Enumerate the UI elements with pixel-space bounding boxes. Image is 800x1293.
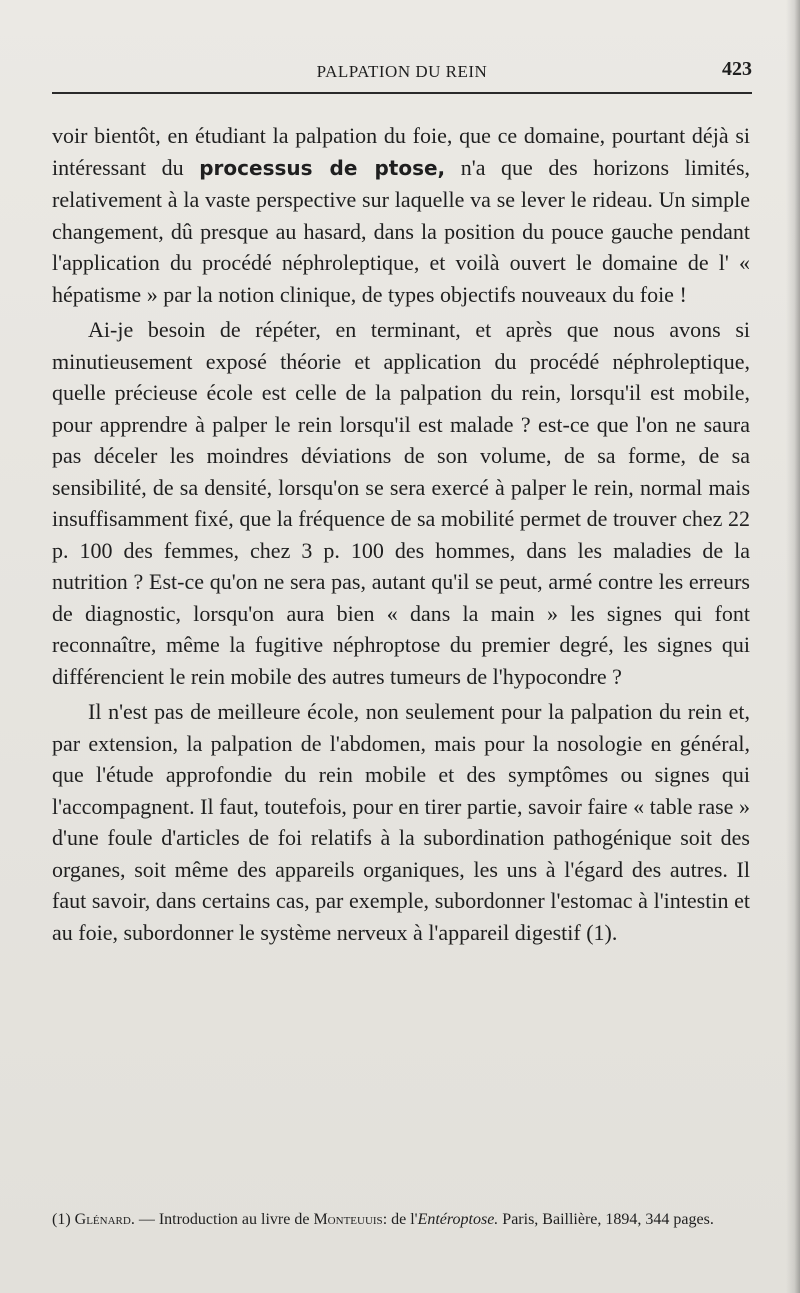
- footnote-author-2: Monteuuis: [313, 1211, 383, 1228]
- header-rule: [52, 92, 752, 94]
- page-spine-shadow: [786, 0, 800, 1293]
- footnote: [52, 1210, 752, 1230]
- paragraph-1-end: n'a que des horizons limités, relativement à la vaste perspective sur laquelle va se lever le rideau. Un simple changement, dû presque au hasard, dans la position du pouce gauche pendant l'application du procédé néphroleptique, et voilà ouvert le domaine de l' « hépatisme » par la notion clinique, de types objectifs nouveaux du foie !: [52, 154, 750, 307]
- body-text: [52, 120, 750, 948]
- footnote-dash: — Introduction au livre de: [134, 1211, 314, 1228]
- paragraph-1-start: voir bientôt, en étudiant la palpation du foie, que ce domaine, pourtant déjà si intéressant du: [52, 123, 750, 180]
- footnote-book-title: Entéroptose.: [417, 1211, 499, 1228]
- running-head: [52, 58, 752, 88]
- footnote-mid: : de l': [382, 1211, 418, 1228]
- page-number: 423: [722, 58, 752, 80]
- footnote-marker: (1): [52, 1211, 75, 1228]
- paragraph-1: [52, 120, 750, 310]
- emphasis-processus-de-ptose: processus de ptose,: [199, 155, 446, 180]
- footnote-author: Glénard.: [74, 1211, 135, 1228]
- footnote-publisher: Paris, Baillière, 1894, 344 pages.: [498, 1211, 714, 1228]
- paragraph-3: Il n'est pas de meilleure école, non seulement pour la palpation du rein et, par extension, la palpation de l'abdomen, mais pour la nosologie en général, que l'étude approfondie du rein mobile et des symptômes ou signes qui l'accompagnent. Il faut, toutefois, pour en tirer partie, savoir faire « table rase » d'une foule d'articles de foi relatifs à la subordination pathogénique soit des organes, soit même des appareils organiques, les uns à l'égard des autres. Il faut savoir, dans certains cas, par exemple, subordonner l'estomac à l'intestin et au foie, subordonner le système nerveux à l'appareil digestif (1).: [52, 699, 750, 945]
- paragraph-2: Ai-je besoin de répéter, en terminant, et après que nous avons si minutieusement exposé théorie et application du procédé néphroleptique, quelle précieuse école est celle de la palpation du rein, lorsqu'il est mobile, pour apprendre à palper le rein lorsqu'il est malade ? est-ce que l'on ne saura pas déceler les moindres déviations de son volume, de sa forme, de sa sensibilité, de sa densité, lorsqu'on se sera exercé à palper le rein, normal mais insuffisamment fixé, que la fréquence de sa mobilité permet de trouver chez 22 p. 100 des femmes, chez 3 p. 100 des hommes, dans les maladies de la nutrition ? Est-ce qu'on ne sera pas, autant qu'il se peut, armé contre les erreurs de diagnostic, lorsqu'on aura bien « dans la main » les signes qui font reconnaître, même la fugitive néphroptose du premier degré, les signes qui différencient le rein mobile des autres tumeurs de l'hypocondre ?: [52, 317, 750, 689]
- running-title: PALPATION DU REIN: [316, 62, 488, 81]
